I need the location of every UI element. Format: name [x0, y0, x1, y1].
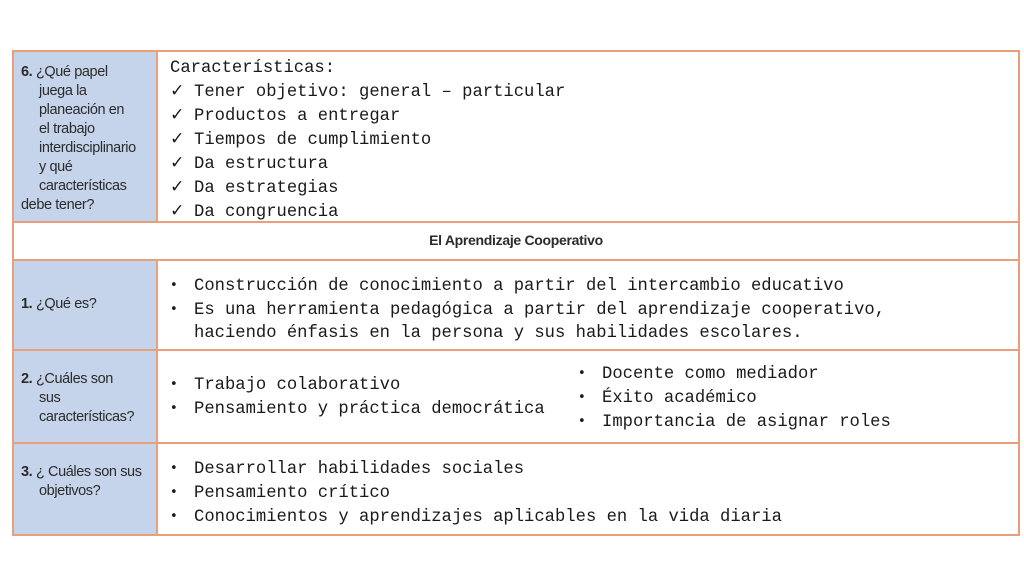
- section-row: [14, 223, 1018, 261]
- question-6-line-4: el trabajo: [39, 121, 95, 137]
- answer-cell-1: [158, 261, 1018, 349]
- bullet-icon: •: [170, 509, 178, 524]
- check-icon: ✓: [170, 201, 185, 221]
- answer-6: [170, 57, 565, 224]
- question-2-line-2: sus: [39, 390, 61, 406]
- list-item: ✓ Productos a entregar: [170, 105, 401, 126]
- list-item: • Trabajo colaborativo: [170, 373, 545, 397]
- list-item: ✓ Tener objetivo: general – particular: [170, 81, 566, 102]
- answer-1: [170, 274, 885, 345]
- content-table: [12, 50, 1020, 536]
- question-number-3: 3.: [21, 464, 33, 480]
- question-6-line-1: ¿Qué papel: [35, 64, 108, 80]
- list-item-continuation: haciendo énfasis en la persona y sus habilidades escolares.: [194, 324, 803, 343]
- table-row-2: [14, 351, 1018, 444]
- question-3: [21, 463, 154, 501]
- question-6-line-2: juega la: [39, 83, 87, 99]
- check-icon: ✓: [170, 129, 185, 149]
- bullet-icon: •: [170, 461, 178, 476]
- list-item: • Pensamiento crítico: [170, 481, 782, 505]
- bullet-icon: •: [170, 401, 178, 416]
- table-row-1: [14, 261, 1018, 351]
- question-1-text: ¿Qué es?: [35, 296, 97, 312]
- question-3-line-2: objetivos?: [39, 483, 101, 499]
- bullet-icon: •: [578, 366, 586, 381]
- list-item: • Conocimientos y aprendizajes aplicables en la vida diaria: [170, 505, 782, 529]
- list-item: • Es una herramienta pedagógica a partir del aprendizaje cooperativo,: [170, 298, 885, 322]
- list-item: • Pensamiento y práctica democrática: [170, 397, 545, 421]
- question-6-line-6: y qué: [39, 159, 73, 175]
- question-number-2: 2.: [21, 371, 33, 387]
- question-3-line-1: ¿ Cuáles son sus: [35, 464, 142, 480]
- list-item: ✓ Tiempos de cumplimiento: [170, 129, 432, 150]
- answer-3: [170, 457, 782, 529]
- answer-2-right: [578, 362, 891, 434]
- list-item: • Desarrollar habilidades sociales: [170, 457, 782, 481]
- list-item: • Importancia de asignar roles: [578, 410, 891, 434]
- list-item: • Docente como mediador: [578, 362, 891, 386]
- bullet-icon: •: [170, 377, 178, 392]
- answer-cell-6: [158, 52, 1018, 221]
- bullet-icon: •: [578, 390, 586, 405]
- question-cell-3: [14, 444, 158, 534]
- bullet-icon: •: [170, 302, 178, 317]
- question-number-1: 1.: [21, 296, 33, 312]
- check-icon: ✓: [170, 153, 185, 173]
- list-item: ✓ Da estrategias: [170, 177, 339, 198]
- question-cell-2: [14, 351, 158, 442]
- table-row-3: [14, 444, 1018, 534]
- question-6-line-5: interdisciplinario: [39, 140, 136, 156]
- check-icon: ✓: [170, 105, 185, 125]
- bullet-icon: •: [170, 278, 178, 293]
- table-row-6: [14, 52, 1018, 223]
- answer-cell-3: [158, 444, 1018, 534]
- answer-2-left: [170, 373, 545, 421]
- question-6: [21, 63, 154, 215]
- check-icon: ✓: [170, 81, 185, 101]
- question-6-line-3: planeación en: [39, 102, 125, 118]
- list-item: ✓ Da estructura: [170, 153, 329, 174]
- list-item: • Éxito académico: [578, 386, 891, 410]
- bullet-icon: •: [170, 485, 178, 500]
- question-number-6: 6.: [21, 64, 33, 80]
- question-1: [21, 295, 154, 314]
- list-item: ✓ Da congruencia: [170, 201, 339, 222]
- answer-cell-2: [158, 351, 1018, 442]
- question-2: [21, 370, 154, 427]
- characteristics-heading: Características:: [170, 59, 336, 78]
- list-item: • Construcción de conocimiento a partir del intercambio educativo: [170, 274, 885, 298]
- question-2-line-1: ¿Cuáles son: [35, 371, 113, 387]
- bullet-icon: •: [578, 414, 586, 429]
- question-2-line-3: características?: [39, 409, 135, 425]
- question-cell-1: [14, 261, 158, 349]
- section-title: El Aprendizaje Cooperativo: [429, 232, 603, 248]
- check-icon: ✓: [170, 177, 185, 197]
- question-cell-6: [14, 52, 158, 221]
- question-6-line-7: características: [39, 178, 127, 194]
- question-6-line-8: debe tener?: [21, 197, 94, 213]
